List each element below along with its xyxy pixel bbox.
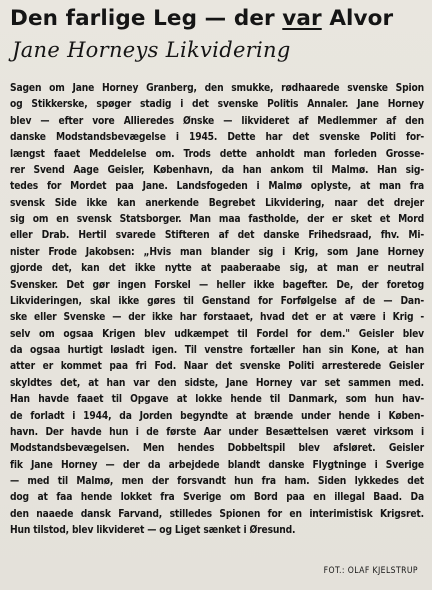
body-line: dog at faa hende lokket fra Sverige om Bord paa en illegal Baad. Da bbox=[10, 492, 424, 504]
body-line: selv om ogsaa Krigen blev udkæmpet til Fordel for dem." Geisler blev bbox=[10, 328, 424, 340]
headline-part-3: Alvor bbox=[321, 6, 394, 31]
body-line: — med til Malmø, men der forsvandt hun fra ham. Siden lykkedes det bbox=[10, 476, 424, 487]
headline bbox=[10, 6, 422, 32]
body-line: Svensker. Det gør ingen Forskel — heller ikke bagefter. De, der foretog bbox=[10, 279, 424, 291]
body-line: da ogsaa hurtigt løsladt igen. Til venstre fortæller han sin Kone, at han bbox=[10, 345, 424, 356]
body-line: Likvideringen, skal ikke gøres til Genstand for Forfølgelse af de — Dan- bbox=[10, 295, 424, 307]
body-line: havn. Der havde hun i de første Aar under Besættelsen været virksom i bbox=[10, 426, 424, 438]
subheadline: Jane Horneys Likvidering bbox=[12, 38, 291, 62]
body-line: blev — efter vore Allieredes Ønske — likvideret af Medlemmer af den bbox=[10, 115, 424, 127]
headline-underlined-word: var bbox=[282, 6, 322, 31]
body-line: Modstandsbevægelsen. Men hendes Dobbeltspil blev afsløret. Geisler bbox=[10, 443, 424, 455]
body-line: Han havde faaet til Opgave at lokke hende til Danmark, som hun hav- bbox=[10, 394, 424, 406]
body-line: Sagen om Jane Horney Granberg, den smukke, rødhaarede svenske Spion bbox=[10, 83, 424, 94]
body-line: ske eller Svenske — der ikke har forstaaet, hvad det er at være i Krig - bbox=[10, 312, 424, 324]
body-line: længst faaet Meddelelse om. Trods dette anholdt man forleden Grosse- bbox=[10, 148, 424, 160]
body-line: fik Jane Horney — der da arbejdede blandt danske Flygtninge i Sverige bbox=[10, 459, 424, 471]
headline-part-1: Den farlige Leg — der bbox=[10, 6, 283, 31]
body-line: den naaede dansk Farvand, stilledes Spionen for en interimistisk Krigsret. bbox=[10, 508, 424, 520]
body-line: sig om en svensk Statsborger. Man maa fastholde, der er sket et Mord bbox=[10, 214, 424, 225]
article-body bbox=[10, 81, 424, 540]
body-line: svensk Side ikke kan anerkende Begrebet Likvidering, naar det drejer bbox=[10, 197, 424, 209]
body-line: eller Drab. Hertil svarede Stifteren af det danske Frihedsraad, fhv. Mi- bbox=[10, 230, 424, 242]
body-line: de forladt i 1944, da Jorden begyndte at brænde under hende i Køben- bbox=[10, 410, 424, 422]
body-line: gjorde det, kan det ikke nytte at paaberaabe sig, at man er neutral bbox=[10, 263, 424, 275]
body-line: skyldtes det, at han var den sidste, Jane Horney var set sammen med. bbox=[10, 377, 424, 389]
body-line: og Stikkerske, spøger stadig i det svenske Politis Annaler. Jane Horney bbox=[10, 99, 424, 111]
body-line: danske Modstandsbevægelse i 1945. Dette har det svenske Politi for- bbox=[10, 132, 424, 144]
body-line-last: Hun tilstod, blev likvideret — og Liget sænket i Øresund. bbox=[10, 525, 296, 537]
body-line: tedes for Mordet paa Jane. Landsfogeden i Malmø oplyste, at man fra bbox=[10, 181, 424, 193]
body-line: atter er kommet paa fri Fod. Naar det svenske Politi arresterede Geisler bbox=[10, 361, 424, 373]
body-line: rer Svend Aage Geisler, København, da han ankom til Malmø. Han sig- bbox=[10, 164, 424, 176]
body-line: nister Frode Jakobsen: „Hvis man blander sig i Krig, som Jane Horney bbox=[10, 246, 424, 258]
photo-credit: FOT.: OLAF KJELSTRUP bbox=[323, 566, 418, 576]
